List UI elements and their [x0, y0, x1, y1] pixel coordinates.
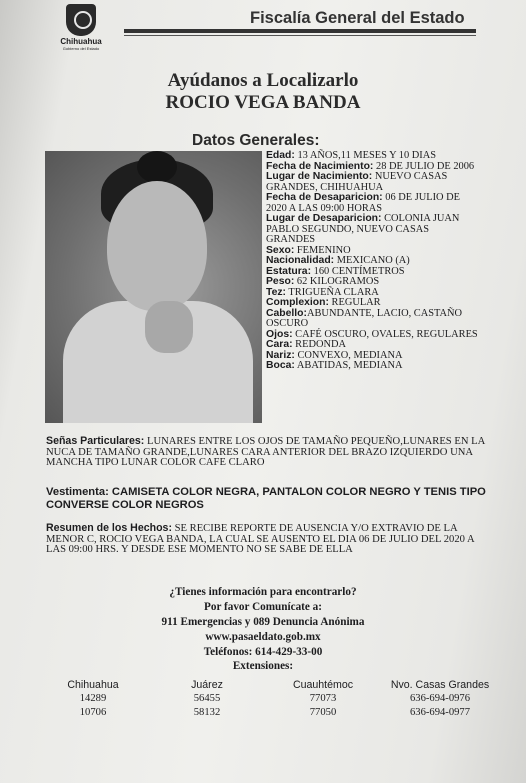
detail-item — [266, 361, 480, 372]
extension-number: 14289 — [79, 693, 107, 704]
photo-hair-bun — [137, 151, 177, 183]
extension-number: 10706 — [79, 707, 107, 718]
extension-number: 77073 — [309, 693, 337, 704]
detail-label: Complexion: — [266, 297, 329, 308]
detail-value: CONVEXO, MEDIANA — [294, 349, 403, 361]
detail-value: TRIGUEÑA CLARA — [286, 286, 379, 298]
distinguishing-marks — [46, 436, 486, 469]
detail-item — [266, 193, 480, 214]
photo-face — [107, 181, 207, 311]
detail-label: Fecha de Desaparicion: — [266, 192, 383, 203]
logo-subtitle: Gobierno del Estado — [62, 46, 100, 51]
vestimenta-text: CAMISETA COLOR NEGRA, PANTALON COLOR NEGRO Y TENIS TIPO CONVERSE COLOR NEGROS — [46, 486, 486, 511]
extension-city: Chihuahua — [67, 679, 119, 691]
detail-item — [266, 214, 480, 246]
detail-item — [266, 309, 480, 330]
senas-label: Señas Particulares: — [46, 435, 145, 447]
extensions-title: Extensiones: — [232, 660, 294, 672]
detail-label: Nacionalidad: — [266, 255, 335, 266]
extension-number: 58132 — [193, 707, 221, 718]
phone-numbers: Teléfonos: 614-429-33-00 — [203, 646, 323, 658]
detail-value: ABATIDAS, MEDIANA — [294, 360, 403, 371]
detail-item — [266, 172, 480, 193]
extension-city: Nvo. Casas Grandes — [390, 679, 490, 691]
state-seal-icon — [66, 4, 96, 36]
detail-label: Edad: — [266, 150, 295, 161]
detail-value: CAFÉ OSCURO, OVALES, REGULARES — [292, 328, 478, 340]
extension-city: Cuauhtémoc — [292, 679, 354, 691]
detail-value: REDONDA — [292, 339, 346, 350]
extension-number: 636-694-0977 — [409, 707, 471, 718]
detail-label: Nariz: — [266, 349, 295, 361]
emergency-numbers: 911 Emergencias y 089 Denuncia Anónima — [161, 616, 365, 628]
section-title: Datos Generales: — [192, 132, 320, 149]
extension-number: 77050 — [309, 707, 337, 718]
detail-value: COLONIA JUAN PABLO SEGUNDO, NUEVO CASAS GRANDES — [266, 213, 460, 245]
clothing — [46, 486, 486, 511]
detail-label: Ojos: — [266, 328, 293, 340]
org-title: Fiscalía General del Estado — [250, 9, 465, 27]
detail-label: Estatura: — [266, 265, 312, 277]
detail-label: Sexo: — [266, 244, 295, 256]
detail-value: NUEVO CASAS GRANDES, CHIHUAHUA — [266, 171, 448, 193]
extension-column — [58, 678, 128, 720]
extension-column — [385, 678, 495, 720]
extension-column — [172, 678, 242, 720]
detail-label: Fecha de Nacimiento: — [266, 160, 374, 172]
detail-label: Lugar de Nacimiento: — [266, 171, 373, 182]
detail-value: ABUNDANTE, LACIO, CASTAÑO OSCURO — [266, 307, 463, 329]
detail-label: Lugar de Desaparicion: — [266, 213, 382, 224]
detail-label: Cara: — [266, 339, 293, 350]
chihuahua-logo — [56, 4, 106, 51]
detail-label: Peso: — [266, 276, 295, 287]
extension-column — [283, 678, 363, 720]
contact-question: ¿Tienes información para encontrarlo? — [169, 586, 357, 598]
contact-prompt: Por favor Comunícate a: — [204, 601, 322, 613]
detail-value: REGULAR — [328, 297, 381, 308]
detail-label: Tez: — [266, 286, 287, 298]
detail-value: FEMENINO — [294, 244, 351, 256]
extension-city: Juárez — [191, 679, 223, 691]
vestimenta-label: Vestimenta: — [46, 486, 109, 498]
page-title: Ayúdanos a Localizarlo — [167, 70, 359, 91]
resumen-text: SE RECIBE REPORTE DE AUSENCIA Y/O EXTRAVIO DE LA MENOR C, ROCIO VEGA BANDA, LA CUAL SE AUSENTO EL DIA 06 DE JULIO DEL 2020 A LAS 09:00 HRS. Y DESDE ESE MOMENTO NO SE SABE DE ELLA — [46, 523, 475, 555]
extension-number: 636-694-0976 — [409, 693, 471, 704]
header-rule — [124, 29, 476, 33]
contact-info — [0, 585, 526, 660]
senas-text: LUNARES ENTRE LOS OJOS DE TAMAÑO PEQUEÑO,LUNARES EN LA NUCA DE TAMAÑO GRANDE,LUNARES CARA ANTERIOR DEL BRAZO IZQUIERDO UNA MANCHA TIPO LUNAR COLOR CAFE CLARO — [46, 436, 485, 468]
resumen-label: Resumen de los Hechos: — [46, 522, 172, 534]
detail-value: 13 AÑOS,11 MESES Y 10 DIAS — [294, 150, 437, 161]
photo-hand — [145, 301, 193, 353]
person-name: ROCIO VEGA BANDA — [165, 92, 361, 113]
header-rule-thin — [124, 35, 476, 36]
detail-value: 06 DE JULIO DE 2020 A LAS 09:00 HORAS — [266, 192, 460, 214]
detail-label: Cabello: — [266, 307, 307, 319]
detail-value: MEXICANO (A) — [334, 255, 410, 266]
detail-label: Boca: — [266, 360, 295, 371]
person-photo — [45, 151, 262, 423]
extension-number: 56455 — [193, 693, 221, 704]
website: www.pasaeldato.gob.mx — [205, 631, 321, 643]
detail-value: 160 CENTÍMETROS — [311, 265, 405, 277]
logo-name: Chihuahua — [60, 37, 102, 46]
summary — [46, 523, 486, 556]
detail-value: 28 DE JULIO DE 2006 — [373, 160, 475, 172]
detail-value: 62 KILOGRAMOS — [294, 276, 380, 287]
details-list — [266, 151, 480, 372]
